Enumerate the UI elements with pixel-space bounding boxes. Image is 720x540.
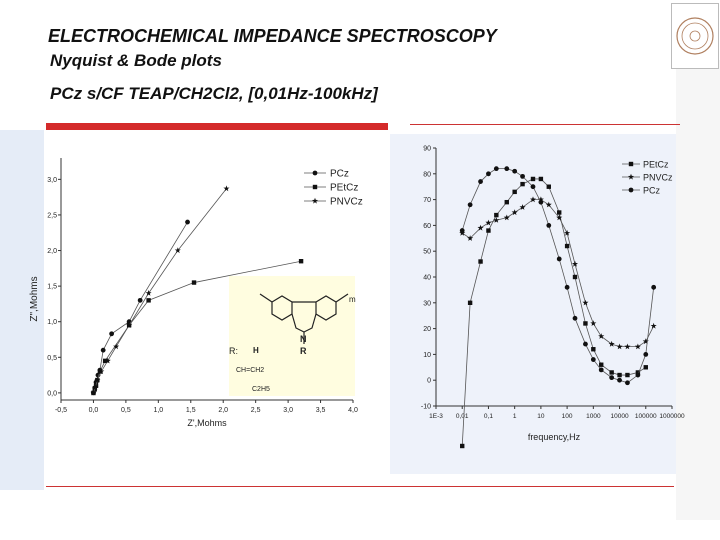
nyquist-x-tick-label: 1,0 [153, 407, 164, 414]
bode-y-tick-label: 90 [423, 145, 431, 153]
bode-y-tick-label: 30 [423, 300, 431, 308]
nyquist-x-tick-label: 1,5 [185, 407, 196, 414]
bode-point-pcz [573, 316, 578, 321]
bode-y-tick-label: 20 [423, 326, 431, 334]
bode-point-petcz [565, 244, 569, 248]
bode-point-pcz [546, 223, 551, 228]
bode-y-tick-label: 50 [423, 248, 431, 256]
bode-point-pcz [609, 375, 614, 380]
bode-point-petcz [573, 275, 577, 279]
bode-point-pcz [520, 174, 525, 179]
bode-point-pcz [591, 357, 596, 362]
bode-point-pcz [504, 166, 509, 171]
nyquist-y-tick-label: 0,5 [47, 354, 57, 362]
nyquist-x-tick-label: 2,0 [218, 407, 229, 414]
nyquist-legend-label: PCz [330, 168, 349, 180]
bode-point-petcz [591, 347, 595, 351]
bode-point-pcz [625, 380, 630, 385]
nyquist-x-tick-label: 3,5 [315, 407, 326, 414]
bode-x-tick-label: 1E-3 [429, 413, 443, 420]
bode-point-petcz [599, 363, 603, 367]
experiment-conditions: PCz s/CF TEAP/CH2Cl2, [0,01Hz-100kHz] [50, 84, 378, 103]
bode-y-tick-label: 60 [423, 222, 431, 230]
nyquist-x-tick-label: 0,5 [121, 407, 131, 414]
bode-point-petcz [512, 190, 516, 194]
bode-point-petcz [505, 200, 509, 204]
nyquist-legend-marker [313, 185, 317, 189]
bode-x-tick-label: 1 [512, 413, 517, 420]
bode-legend-label: PNVCz [643, 172, 673, 183]
bode-y-tick-label: 70 [423, 197, 431, 205]
nyquist-point-pcz [185, 220, 190, 225]
nyquist-chart [29, 130, 386, 482]
nyquist-legend-label: PNVCz [330, 196, 363, 208]
bode-chart [390, 134, 685, 474]
nyquist-y-tick-label: 1,5 [47, 283, 57, 291]
bode-y-tick-label: 0 [427, 377, 431, 385]
nyquist-y-tick-label: 1,0 [47, 319, 57, 327]
r-option-ethyl: C2H5 [252, 386, 270, 393]
bode-point-pcz [565, 285, 570, 290]
bode-point-petcz [625, 373, 629, 377]
bode-x-tick-label: 10 [537, 413, 545, 420]
bode-legend-label: PCz [643, 185, 661, 196]
r-option-vinyl: CH=CH2 [236, 367, 265, 374]
bode-point-pcz [460, 228, 465, 233]
bode-legend-label: PEtCz [643, 159, 669, 170]
bode-point-petcz [468, 301, 472, 305]
bode-y-tick-label: 10 [423, 351, 431, 359]
bode-x-tick-label: 1000000 [659, 413, 685, 420]
slide-title: ELECTROCHEMICAL IMPEDANCE SPECTROSCOPY [48, 26, 497, 46]
nyquist-x-tick-label: 0,0 [88, 407, 99, 414]
bode-point-pcz [643, 352, 648, 357]
bode-legend-marker [629, 162, 633, 166]
university-seal-logo [671, 3, 719, 69]
nyquist-y-tick-label: 2,5 [47, 212, 57, 220]
bode-point-pcz [538, 200, 543, 205]
nyquist-y-axis-label: Z",Mohms [29, 276, 40, 322]
bode-point-petcz [539, 177, 543, 181]
slide-subtitle: Nyquist & Bode plots [50, 51, 222, 70]
bode-point-pcz [617, 378, 622, 383]
nyquist-point-pcz [101, 348, 106, 353]
repeat-unit-m: m [349, 295, 356, 304]
r-option-h: H [253, 346, 259, 355]
bode-x-tick-label: 1000 [586, 413, 601, 420]
r-group-label: R [300, 346, 307, 356]
nyquist-x-axis-label: Z',Mohms [187, 418, 227, 428]
bode-point-petcz [557, 210, 561, 214]
r-prefix-label: R: [229, 346, 238, 356]
bode-point-petcz [644, 365, 648, 369]
bode-point-pcz [512, 169, 517, 174]
nyquist-point-pcz [109, 331, 114, 336]
bode-point-pcz [494, 166, 499, 171]
nyquist-point-petcz [299, 259, 303, 263]
bode-point-pcz [583, 342, 588, 347]
nyquist-y-tick-label: 2,0 [47, 248, 57, 256]
nyquist-point-petcz [192, 280, 196, 284]
bode-point-petcz [460, 444, 464, 448]
bode-y-tick-label: 80 [423, 171, 431, 179]
nyquist-x-tick-label: 3,0 [283, 407, 293, 414]
bode-point-petcz [531, 177, 535, 181]
bode-point-petcz [494, 213, 498, 217]
bode-point-petcz [478, 259, 482, 263]
bode-y-tick-label: 40 [423, 274, 431, 282]
bode-y-tick-label: -10 [420, 403, 431, 411]
bode-point-petcz [547, 185, 551, 189]
bode-point-pcz [486, 171, 491, 176]
bode-point-petcz [486, 228, 490, 232]
bode-x-axis-label: frequency,Hz [527, 432, 581, 442]
accent-bar [46, 123, 388, 130]
bode-point-petcz [583, 321, 587, 325]
bode-x-tick-label: 100 [561, 413, 573, 420]
bode-point-pcz [531, 184, 536, 189]
bode-point-pcz [651, 285, 656, 290]
nyquist-y-tick-label: 0,0 [47, 390, 57, 398]
bode-point-pcz [635, 373, 640, 378]
bode-point-pcz [557, 257, 562, 262]
bode-point-pcz [478, 179, 483, 184]
bode-x-tick-label: 10000 [610, 413, 629, 420]
nyquist-y-tick-label: 3,0 [47, 176, 57, 184]
nyquist-legend-marker [313, 171, 318, 176]
bode-point-pcz [599, 367, 604, 372]
nitrogen-label: N [300, 334, 307, 344]
nyquist-legend-label: PEtCz [330, 182, 359, 194]
bode-x-tick-label: 0,01 [455, 413, 469, 420]
nyquist-point-pcz [138, 298, 143, 303]
bode-point-petcz [609, 370, 613, 374]
footer-line [46, 486, 674, 487]
bode-x-tick-label: 100000 [634, 413, 657, 420]
nyquist-x-tick-label: 4,0 [348, 407, 358, 414]
bode-point-petcz [617, 373, 621, 377]
bode-point-pcz [468, 202, 473, 207]
bode-point-petcz [520, 182, 524, 186]
right-decor-panel [676, 60, 720, 520]
nyquist-x-tick-label: -0,5 [54, 407, 68, 414]
accent-line [410, 124, 680, 125]
bode-x-tick-label: 0,1 [483, 413, 493, 420]
nyquist-x-tick-label: 2,5 [250, 407, 261, 414]
bode-legend-marker [629, 188, 634, 193]
nyquist-point-petcz [146, 298, 150, 302]
chemical-structure [229, 276, 356, 396]
